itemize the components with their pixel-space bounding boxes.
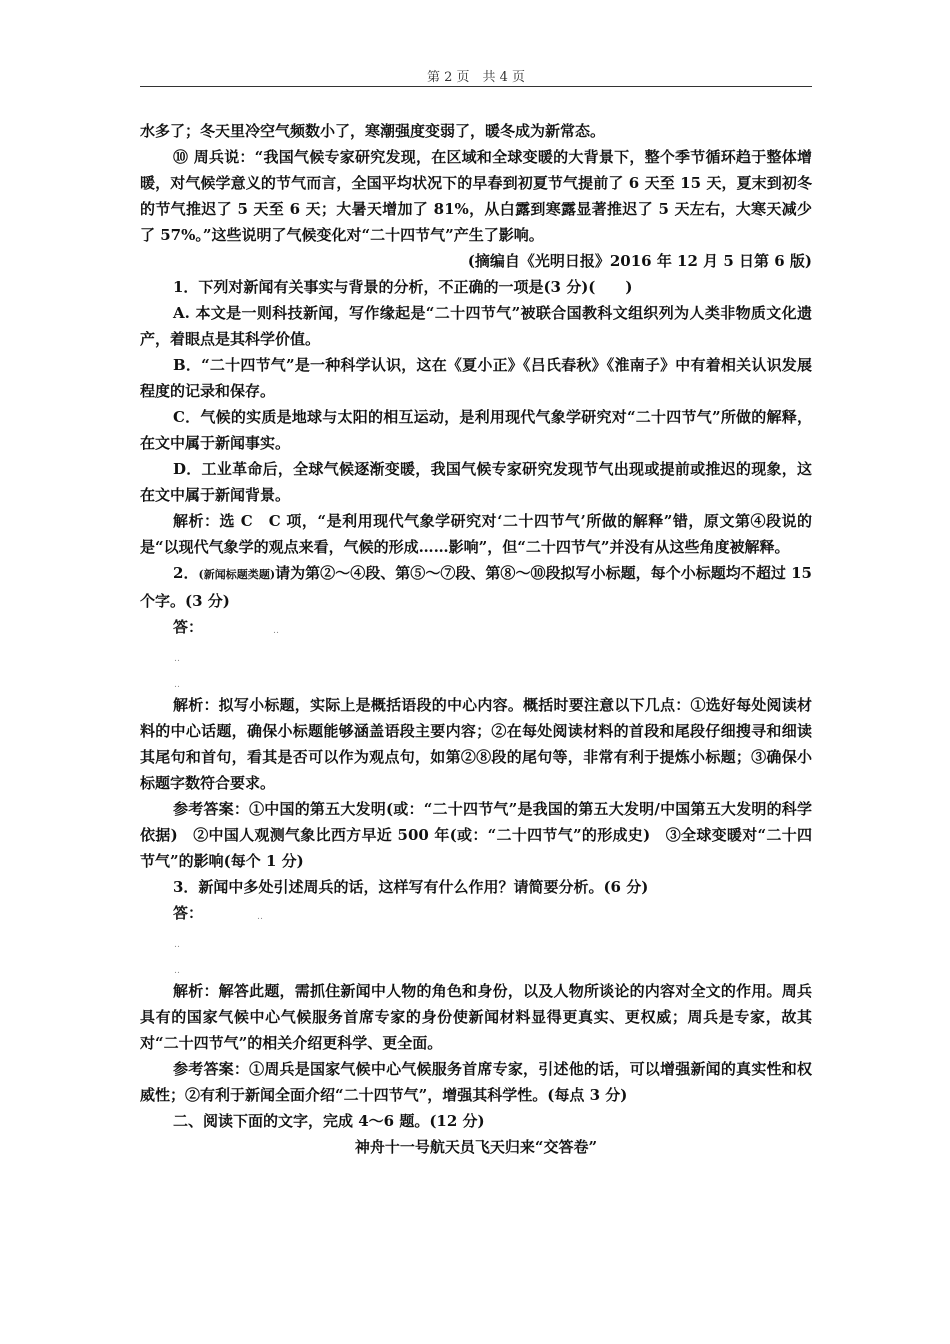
question-2-number: 2． [173,564,199,582]
question-2-tag: (新闻标题类题) [198,568,276,581]
answer-mark: ‥ [174,680,181,690]
page-header: 第 2 页 共 4 页 [426,70,526,85]
answer-label: 答： [173,904,204,922]
answer-mark: ‥ [257,912,264,922]
answer-mark: ‥ [273,626,280,636]
paragraph-continuation: 水多了；冬天里冷空气频数小了，寒潮强度变弱了，暖冬成为新常态。 [140,122,606,140]
question-1-option-a: A. 本文是一则科技新闻，写作缘起是“二十四节气”被联合国教科文组织列为人类非物质文化遗产，着眼点是其科学价值。 [140,304,812,348]
article-title: 神舟十一号航天员飞天归来“交答卷” [354,1138,598,1156]
answer-blank-line [140,640,812,666]
answer-mark: ‥ [174,966,181,976]
question-1-option-d: D．工业革命后，全球气候逐渐变暖，我国气候专家研究发现节气出现或提前或推迟的现象，这在文中属于新闻背景。 [140,460,812,504]
question-1-option-b: B．“二十四节气”是一种科学认识，这在《夏小正》《吕氏春秋》《淮南子》中有着相关认识发展程度的记录和保存。 [140,356,812,400]
answer-blank-line [140,926,812,952]
question-2-stem [140,560,812,614]
paragraph-10: ⑩ 周兵说：“我国气候专家研究发现，在区域和全球变暖的大背景下，整个季节循环趋于整体增暖，对气候学意义的节气而言，全国平均状况下的早春到初夏节气提前了 6 天至 15 天，夏末到初冬的节气推迟了 5 天至 6 天；大暑天增加了 81%，从白露到寒露显著推迟了 5 天左右，大寒天减少了 57%。”这些说明了气候变化对“二十四节气”产生了影响。 [140,148,812,244]
question-3-reference-answer: 参考答案：①周兵是国家气候中心气候服务首席专家，引述他的话，可以增强新闻的真实性和权威性；②有利于新闻全面介绍“二十四节气”，增强其科学性。(每点 3 分) [140,1060,812,1104]
question-1-stem: 1．下列对新闻有关事实与背景的分析，不正确的一项是(3 分)( ) [173,278,633,296]
question-3-stem: 3．新闻中多处引述周兵的话，这样写有什么作用？请简要分析。(6 分) [173,878,649,896]
answer-blank-line [140,952,812,978]
source-citation: (摘编自《光明日报》2016 年 12 月 5 日第 6 版) [467,252,812,270]
answer-label: 答： [173,618,204,636]
question-2-reference-answer: 参考答案：①中国的第五大发明(或：“二十四节气”是我国的第五大发明/中国第五大发明的科学依据) ②中国人观测气象比西方早近 500 年(或：“二十四节气”的形成史) ③全球变暖对“二十四节气”的影响(每个 1 分) [140,800,812,870]
question-1-option-c: C．气候的实质是地球与太阳的相互运动，是利用现代气象学研究对“二十四节气”所做的解释，在文中属于新闻事实。 [140,408,812,452]
answer-blank-line [140,666,812,692]
answer-mark: ‥ [174,940,181,950]
section-2-heading: 二、阅读下面的文字，完成 4～6 题。(12 分) [173,1112,485,1130]
header-rule [140,86,812,87]
question-2-answer [140,614,812,640]
question-3-answer [140,900,812,926]
document-body [140,118,812,1160]
question-1-analysis: 解析：选 C C 项，“是利用现代气象学研究对‘二十四节气’所做的解释”错，原文第④段说的是“以现代气象学的观点来看，气候的形成……影响”，但“二十四节气”并没有从这些角度被解释。 [140,512,812,556]
question-2-analysis: 解析：拟写小标题，实际上是概括语段的中心内容。概括时要注意以下几点：①选好每处阅读材料的中心话题，确保小标题能够涵盖语段主要内容；②在每处阅读材料的首段和尾段仔细搜寻和细读其尾句和首句，看其是否可以作为观点句，如第②⑧段的尾句等，非常有利于提炼小标题；③确保小标题字数符合要求。 [140,696,812,792]
question-2-text: 请为第②～④段、第⑤～⑦段、第⑧～⑩段拟写小标题，每个小标题均不超过 15 个字。(3 分) [140,564,812,610]
question-3-analysis: 解析：解答此题，需抓住新闻中人物的角色和身份，以及人物所谈论的内容对全文的作用。周兵具有的国家气候中心气候服务首席专家的身份使新闻材料显得更真实、更权威；周兵是专家，故其对“二十四节气”的相关介绍更科学、更全面。 [140,982,812,1052]
answer-mark: ‥ [174,654,181,664]
